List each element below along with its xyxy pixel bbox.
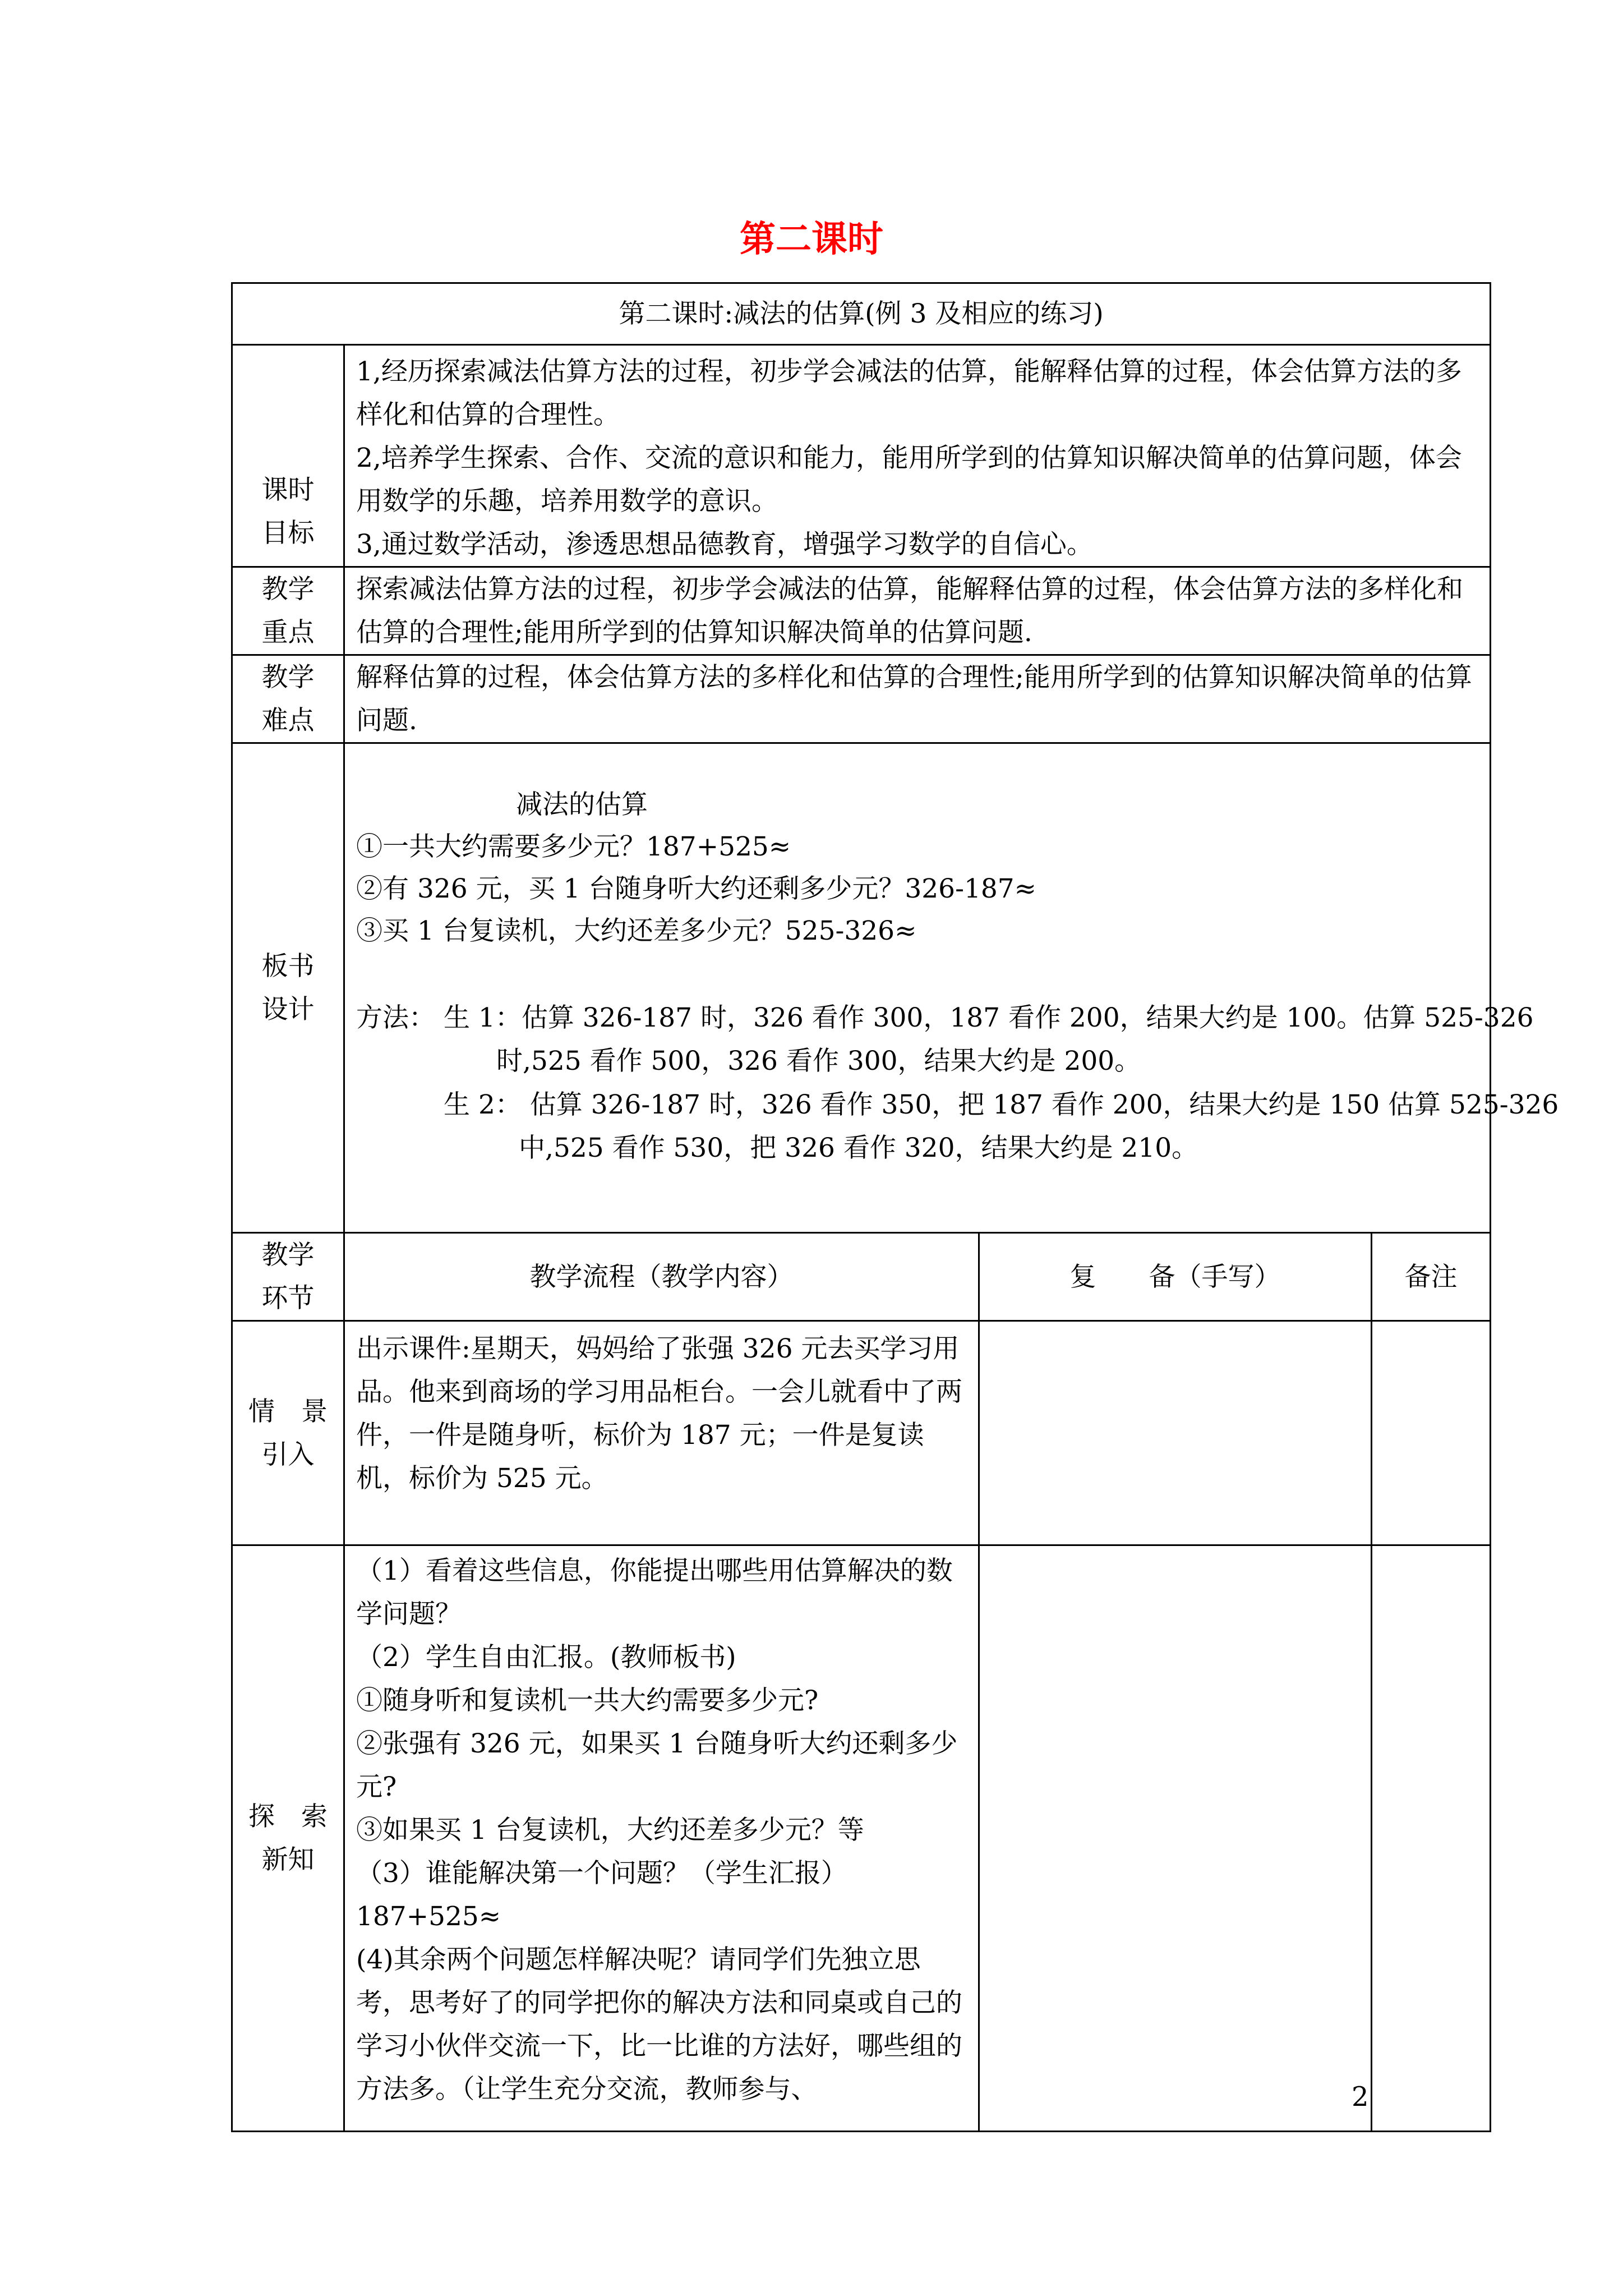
explore-item: (4)其余两个问题怎样解决呢？请同学们先独立思考，思考好了的同学把你的解决方法和同桌或自己的学习小伙伴交流一下，比一比谁的方法好，哪些组的方法多。（让学生充分交流，教师参与、 — [356, 1944, 962, 2105]
column-note: 备注 — [1372, 1233, 1491, 1321]
page-title: 第二课时 — [740, 218, 883, 260]
method-label: 方法： — [356, 1002, 435, 1033]
explore-item: （2）学生自由汇报。(教师板书) — [356, 1642, 736, 1673]
board-heading: 减法的估算 — [516, 789, 648, 820]
goal-item: 3,通过数学活动，渗透思想品德教育，增强学习数学的自信心。 — [356, 529, 1093, 560]
student1-line: 生 1：估算 326-187 时，326 看作 300，187 看作 200，结果大约是 100。估算 525-326 — [444, 1002, 1534, 1033]
board-content — [344, 743, 1559, 1233]
goal-item: 2,培养学生探索、合作、交流的意识和能力，能用所学到的估算知识解决简单的估算问题，体会用数学的乐趣，培养用数学的意识。 — [356, 443, 1462, 517]
explore-item: 187+525≈ — [356, 1901, 501, 1932]
explore-item: ③如果买 1 台复读机，大约还差多少元？等 — [356, 1815, 864, 1846]
explore-prep — [979, 1545, 1372, 2132]
board-row — [232, 743, 1491, 1233]
explore-content — [344, 1545, 979, 2132]
intro-content: 出示课件:星期天，妈妈给了张强 326 元去买学习用品。他来到商场的学习用品柜台。一会儿就看中了两件，一件是随身听，标价为 187 元；一件是复读机，标价为 525 元。 — [344, 1321, 979, 1545]
board-line: ①一共大约需要多少元？187+525≈ — [356, 831, 791, 862]
goal-content — [344, 345, 1491, 567]
intro-note — [1372, 1321, 1491, 1545]
explore-label: 探 索 新知 — [232, 1545, 344, 2132]
student2-line: 中,525 看作 530，把 326 看作 320，结果大约是 210。 — [519, 1133, 1198, 1163]
page-number: 2 — [1352, 2081, 1369, 2113]
column-process: 教学流程（教学内容） — [344, 1233, 979, 1321]
difficulty-row — [232, 655, 1491, 743]
intro-prep — [979, 1321, 1372, 1545]
intro-row — [232, 1321, 1491, 1545]
student1-line: 时,525 看作 500，326 看作 300，结果大约是 200。 — [496, 1046, 1141, 1076]
difficulty-content: 解释估算的过程，体会估算方法的多样化和估算的合理性;能用所学到的估算知识解决简单的估算问题. — [344, 655, 1491, 743]
lesson-plan-table — [231, 282, 1559, 2132]
goal-row — [232, 345, 1491, 567]
explore-item: ①随身听和复读机一共大约需要多少元? — [356, 1685, 819, 1716]
difficulty-label: 教学 难点 — [232, 655, 344, 743]
column-prep: 复 备（手写） — [979, 1233, 1372, 1321]
explore-note — [1372, 1545, 1491, 2132]
explore-item: ②张强有 326 元，如果买 1 台随身听大约还剩多少元? — [356, 1728, 958, 1802]
table-header-row — [232, 283, 1491, 345]
explore-row — [232, 1545, 1491, 2132]
student2-line: 生 2： 估算 326-187 时，326 看作 350，把 187 看作 200，结果大约是 150 估算 525-326 — [444, 1089, 1559, 1120]
key-row — [232, 567, 1491, 655]
board-label: 板书 设计 — [232, 743, 344, 1233]
goal-label: 课时 目标 — [232, 345, 344, 567]
board-line: ③买 1 台复读机，大约还差多少元？525-326≈ — [356, 915, 917, 946]
column-stage: 教学 环节 — [232, 1233, 344, 1321]
goal-item: 1,经历探索减法估算方法的过程，初步学会减法的估算，能解释估算的过程，体会估算方法的多样化和估算的合理性。 — [356, 356, 1462, 430]
explore-item: （3）谁能解决第一个问题？（学生汇报） — [356, 1858, 847, 1889]
key-label: 教学 重点 — [232, 567, 344, 655]
intro-label: 情 景 引入 — [232, 1321, 344, 1545]
explore-item: （1）看着这些信息，你能提出哪些用估算解决的数学问题？ — [356, 1556, 953, 1630]
board-line: ②有 326 元，买 1 台随身听大约还剩多少元？326-187≈ — [356, 873, 1037, 904]
columns-row — [232, 1233, 1491, 1321]
key-content: 探索减法估算方法的过程，初步学会减法的估算，能解释估算的过程，体会估算方法的多样化和估算的合理性;能用所学到的估算知识解决简单的估算问题. — [344, 567, 1491, 655]
lesson-header: 第二课时:减法的估算(例 3 及相应的练习) — [232, 283, 1491, 345]
